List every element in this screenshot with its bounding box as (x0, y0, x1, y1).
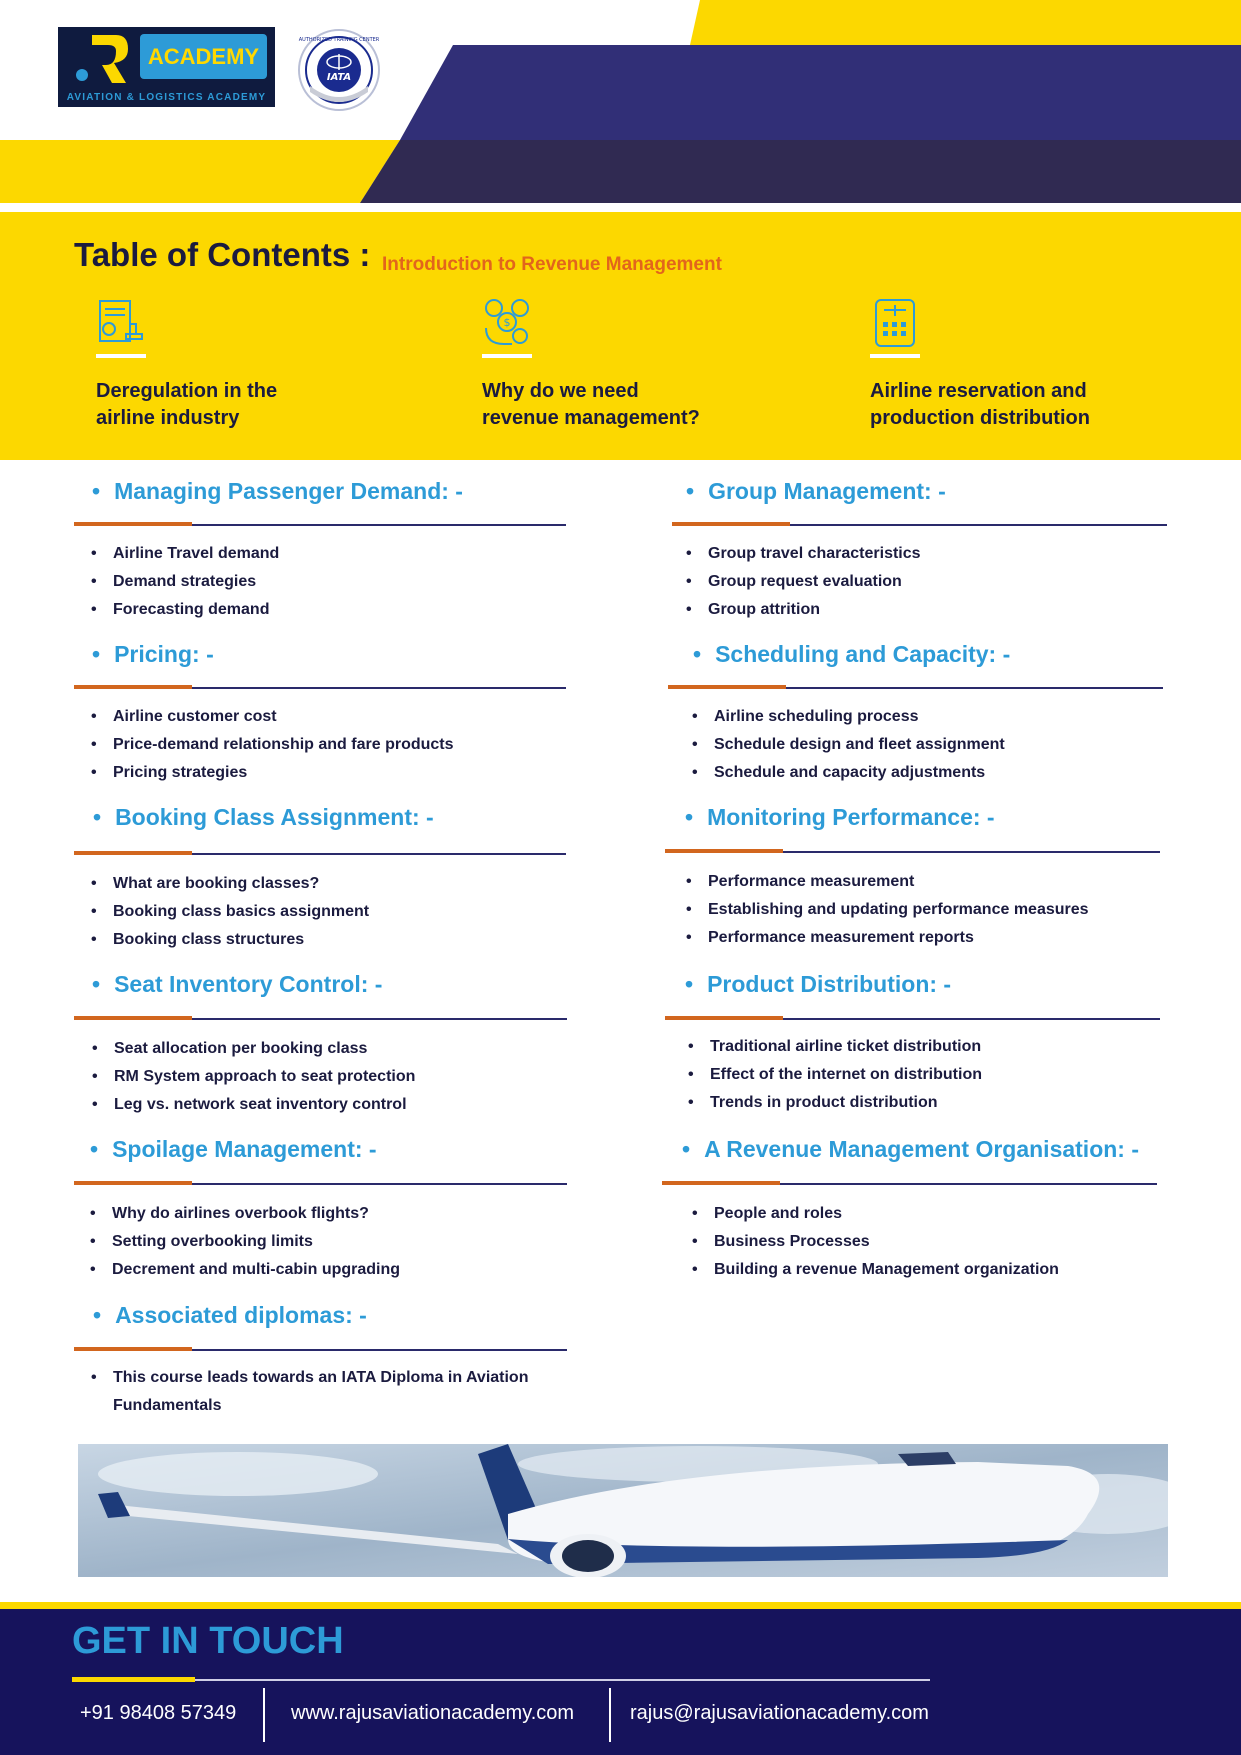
list-item: • RM System approach to seat protection (92, 1063, 415, 1091)
section-items (692, 703, 1005, 787)
section-divider-accent (74, 1016, 192, 1020)
section-title: • Pricing: - (92, 641, 214, 667)
section-title: • Monitoring Performance: - (685, 804, 995, 830)
list-item: • Airline customer cost (91, 703, 454, 731)
list-item: • Performance measurement reports (686, 924, 1089, 952)
section-divider-accent (74, 851, 192, 855)
toc-feature-reservation (870, 298, 1150, 432)
list-item: • Airline scheduling process (692, 703, 1005, 731)
section-divider-accent (665, 849, 783, 853)
logo-tagline: AVIATION & LOGISTICS ACADEMY (66, 92, 267, 103)
section-title: • Associated diplomas: - (93, 1302, 367, 1328)
section-title: • Group Management: - (686, 478, 946, 504)
feature-label: Airline reservation and production distribution (870, 380, 1090, 429)
feature-label: Why do we need revenue management? (482, 380, 700, 429)
list-item: • Traditional airline ticket distribution (688, 1033, 982, 1061)
section-title: • Managing Passenger Demand: - (92, 478, 463, 504)
airplane-banner (78, 1444, 1168, 1577)
page-header (0, 0, 1241, 205)
footer-divider (72, 1679, 930, 1681)
mobile-booking-icon (870, 298, 920, 348)
section-items (90, 1200, 400, 1284)
section-items (692, 1200, 1059, 1284)
list-item: • Booking class structures (91, 926, 369, 954)
toc-feature-why-rm (482, 298, 762, 432)
toc-feature-deregulation (96, 298, 376, 432)
list-item: • Airline Travel demand (91, 540, 279, 568)
list-item: • What are booking classes? (91, 870, 369, 898)
section-items (91, 540, 279, 624)
svg-text:$: $ (503, 316, 511, 329)
footer-divider-accent (72, 1677, 195, 1682)
section-divider-accent (672, 522, 790, 526)
section-title: • A Revenue Management Organisation: - (682, 1136, 1140, 1162)
section-items (91, 870, 369, 954)
list-item: • Group travel characteristics (686, 540, 921, 568)
footer-title: GET IN TOUCH (72, 1620, 344, 1662)
contact-email-link[interactable]: rajus@rajusaviationacademy.com (630, 1702, 929, 1724)
contact-separator (263, 1688, 265, 1742)
airplane-illustration (78, 1444, 1168, 1577)
section-divider-accent (74, 1347, 192, 1351)
section-title: • Scheduling and Capacity: - (693, 641, 1011, 667)
section-items (686, 868, 1089, 952)
list-item: • Why do airlines overbook flights? (90, 1200, 400, 1228)
document-stamp-icon (96, 298, 146, 348)
section-items (686, 540, 921, 624)
money-gear-icon (482, 298, 532, 348)
list-item: • Booking class basics assignment (91, 898, 369, 926)
list-item: • Demand strategies (91, 568, 279, 596)
toc-subtitle: Introduction to Revenue Management (382, 254, 722, 275)
list-item: • Performance measurement (686, 868, 1089, 896)
contact-separator (609, 1688, 611, 1742)
feature-underline (482, 354, 532, 358)
feature-label: Deregulation in the airline industry (96, 380, 278, 429)
academy-logo (58, 27, 275, 107)
list-item: • People and roles (692, 1200, 1059, 1228)
section-divider-accent (662, 1181, 780, 1185)
section-title: • Booking Class Assignment: - (93, 804, 434, 830)
section-divider-accent (668, 685, 786, 689)
logo-wordmark: ACADEMY (140, 34, 267, 79)
list-item: • Pricing strategies (91, 759, 454, 787)
toc-title: Table of Contents : (74, 236, 371, 273)
list-item: • Schedule design and fleet assignment (692, 731, 1005, 759)
list-item: • Forecasting demand (91, 596, 279, 624)
list-item: • Establishing and updating performance measures (686, 896, 1089, 924)
list-item: • Leg vs. network seat inventory control (92, 1091, 415, 1119)
list-item: • Business Processes (692, 1228, 1059, 1256)
section-divider-accent (74, 685, 192, 689)
iata-seal (298, 28, 380, 112)
contact-website-link[interactable]: www.rajusaviationacademy.com (291, 1702, 575, 1724)
section-items (92, 1035, 415, 1119)
iata-seal-ring-text: AUTHORIZED TRAINING CENTER (298, 37, 380, 43)
section-items (91, 703, 454, 787)
list-item: • Seat allocation per booking class (92, 1035, 415, 1063)
list-item: • Group attrition (686, 596, 921, 624)
r-logo-icon (72, 33, 130, 85)
list-item: • Setting overbooking limits (90, 1228, 400, 1256)
list-item: • Group request evaluation (686, 568, 921, 596)
iata-seal-name: IATA (326, 72, 352, 83)
list-item: • Trends in product distribution (688, 1089, 982, 1117)
section-title: • Spoilage Management: - (90, 1136, 377, 1162)
section-divider-accent (74, 1181, 192, 1185)
list-item: • Decrement and multi-cabin upgrading (90, 1256, 400, 1284)
list-item: • Effect of the internet on distribution (688, 1061, 982, 1089)
iata-globe-icon (298, 28, 380, 112)
section-items (91, 1364, 571, 1420)
section-title: • Seat Inventory Control: - (92, 971, 383, 997)
footer-accent-strip (0, 1602, 1241, 1609)
section-divider-accent (665, 1016, 783, 1020)
list-item: • Schedule and capacity adjustments (692, 759, 1005, 787)
list-item: • Building a revenue Management organization (692, 1256, 1059, 1284)
section-title: • Product Distribution: - (685, 971, 952, 997)
contact-phone[interactable]: +91 98408 57349 (80, 1702, 237, 1724)
feature-underline (96, 354, 146, 358)
feature-underline (870, 354, 920, 358)
section-items (688, 1033, 982, 1117)
list-item: • Price-demand relationship and fare products (91, 731, 454, 759)
section-divider-accent (74, 522, 192, 526)
list-item: • This course leads towards an IATA Diploma in Aviation Fundamentals (91, 1364, 571, 1420)
